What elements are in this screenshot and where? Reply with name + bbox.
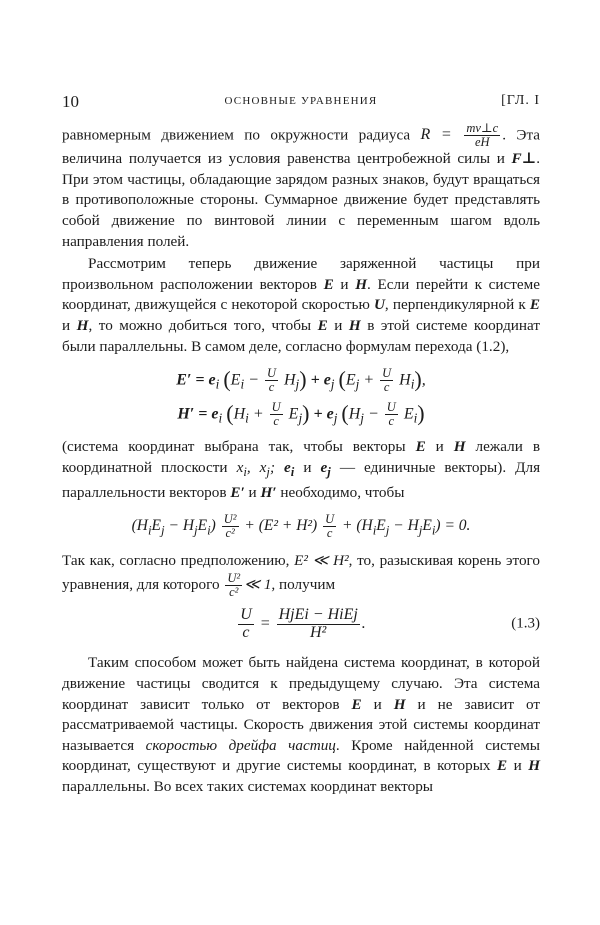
paragraph-5: Таким способом может быть найдена система координат, в которой движение частицы сводится к предыдущему случаю. Эта система координат зависит только от векторов E и H и не зависит от рассматриваемой частицы. Скорость движения этой системы координат называется скоростью дрейфа частиц. Кроме найденной системы координат, существуют и другие системы координат, в которых E и H параллельны. Во всех таких системах координат векторы [62, 654, 541, 796]
paragraph-1: равномерным движением по окружности радиуса R = $\frac{mv\perp c}{eH}$ . Эта величина получается из условия равенства центробежной силы и F⊥. При этом частицы, обладающие зарядом разных знаков, будут вращаться в противоположные стороны. Суммарное движение будет представлять собой движение по винтовой линии с переменным шагом вдоль направления полей. [62, 121, 541, 250]
equation-parallel-condition: $(H_iE_j - H_jE_i)$ $\frac{\text{U²}}{\text{c²}}$ + (E² + H²) $\frac{U}{c}$ + $(H_iE_j - H_jE_i) = 0$. [131, 512, 471, 541]
page-header [62, 92, 540, 114]
paragraph-4: Так как, согласно предположению, E² ≪ H², то, разыскивая корень этого уравнения, для которого $\frac{\text{U²}}{\text{c²}}$ ≪ 1, получим [62, 552, 540, 599]
term-drift-velocity: скоростью дрейфа частиц [145, 736, 336, 754]
radius-formula: R = $\frac{mv\perp c}{eH}$ [420, 121, 499, 150]
paragraph-2: Рассмотрим теперь движение заряженной частицы при произвольном расположении векторов E и H. Если перейти к системе координат, движущейся с некоторой скоростью U, перпендикулярной к E и H, то можно добиться того, чтобы E и H в этой системе координат были параллельны. В самом деле, согласно формулам перехода (1.2), [62, 255, 541, 355]
equation-h-prime: $H' = e_i$ ($H_i$ + $\frac{U}{c}$ $E_j) + e_j$ ($H_j$ − $\frac{U}{c}$ $E_i$) [177, 400, 425, 429]
equation-transform [62, 367, 540, 429]
page-number: 10 [62, 92, 79, 111]
equation-e-prime: $E' = e_i$ ($E_i$ − $\frac{U}{c}$ $H_j) + e_j$ ($E_j$ + $\frac{U}{c}$ $H_i$), [176, 366, 426, 395]
chapter-marker: [ГЛ. I [501, 93, 540, 108]
running-title: ОСНОВНЫЕ УРАВНЕНИЯ [224, 95, 378, 107]
equation-number: (1.3) [511, 615, 540, 632]
paragraph-3: (система координат выбрана так, чтобы векторы E и H лежали в координатной плоскости $x_i$, $x_j$; $e_i$ и $e_j$ — единичные векторы). Для параллельности векторов E′ и H′ необходимо, чтобы [62, 438, 541, 501]
page-body [62, 122, 540, 798]
equation-1-3: $\frac{U}{c}$ = $\frac{\text{HjEi − HiEj}}{\text{H²}}$ . (1.3) [240, 605, 540, 641]
